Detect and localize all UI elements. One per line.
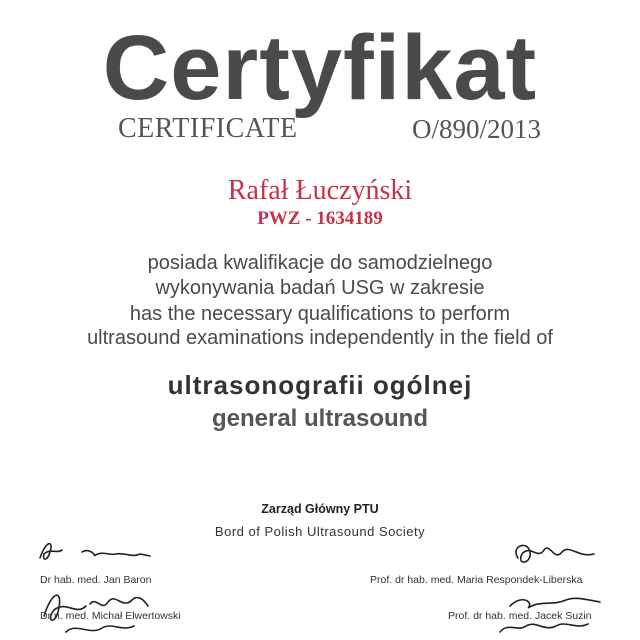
- field-en: general ultrasound: [211, 405, 429, 432]
- signatory-name-3: Prof. dr hab. med. Maria Respondek-Liberska: [370, 574, 583, 586]
- statement-pl-line2: wykonywania badań USG w zakresie: [155, 277, 485, 299]
- signatory-name-4: Prof. dr hab. med. Jacek Suzin: [448, 610, 592, 622]
- field-pl: ultrasonografii ogólnej: [167, 370, 473, 400]
- pwz-number: PWZ - 1634189: [257, 208, 383, 229]
- statement-en-line1: has the necessary qualifications to perform: [129, 303, 511, 325]
- holder-name: Rafał Łuczyński: [227, 175, 413, 206]
- statement-en-line2: ultrasound examinations independently in the field of: [87, 327, 553, 349]
- signature-respondek-liberska: [504, 538, 604, 574]
- signatory-name-2: Dr n. med. Michał Elwertowski: [40, 610, 181, 622]
- statement-pl-line1: posiada kwalifikacje do samodzielnego: [147, 252, 493, 274]
- board-name-en: Bord of Polish Ultrasound Society: [214, 524, 426, 539]
- certificate-number: O/890/2013: [412, 114, 542, 144]
- certificate-subtitle: CERTIFICATE: [118, 113, 298, 144]
- board-name-pl: Zarząd Główny PTU: [261, 502, 379, 516]
- signatory-name-1: Dr hab. med. Jan Baron: [40, 574, 152, 586]
- certificate-title: Certyfikat: [102, 17, 538, 119]
- signature-baron: [36, 536, 156, 572]
